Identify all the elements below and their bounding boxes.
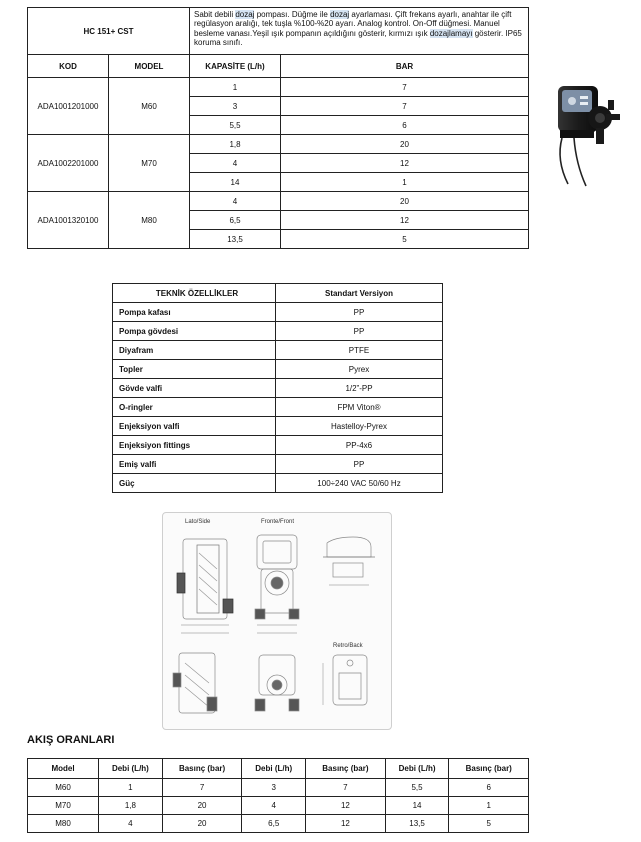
header-kapasite: KAPASİTE (L/h) [190, 55, 281, 78]
dimension-drawing [162, 512, 392, 730]
desc-part: gösterir. IP65 koruma sınıfı. [194, 28, 522, 47]
table-row [28, 815, 529, 833]
flow-cell: 12 [306, 815, 386, 833]
table-row [28, 78, 529, 97]
flow-rates-table [27, 758, 529, 833]
desc-part: Sabit debili [194, 10, 236, 19]
bar-cell: 6 [281, 116, 529, 135]
flow-header: Basınç (bar) [162, 759, 242, 779]
spec-value: FPM Viton® [276, 398, 443, 417]
product-table [27, 7, 529, 249]
spec-value: Hastelloy-Pyrex [276, 417, 443, 436]
desc-part: ayarlaması. Çift frekans ayarlı, anahtar ile çift regülasyon aralığı, tek tuşla %100-%20 ayarı. Analog kontrol. On-Off düğmesi. Manuel besleme vanası.Yeşil ışık pompanın açıldığını gösterir, kırmızı ışık [194, 10, 512, 38]
table-row [113, 379, 443, 398]
spec-value: PP-4x6 [276, 436, 443, 455]
spec-header-version: Standart Versiyon [276, 284, 443, 303]
flow-header: Basınç (bar) [449, 759, 529, 779]
table-row [113, 303, 443, 322]
bar-cell: 1 [281, 173, 529, 192]
flow-cell: 4 [242, 797, 306, 815]
spec-label: Topler [113, 360, 276, 379]
model-cell: M70 [109, 135, 190, 192]
flow-cell: 7 [162, 779, 242, 797]
drawing-label-front: Fronte/Front [261, 519, 295, 525]
bar-cell: 20 [281, 135, 529, 154]
spec-label: Pompa kafası [113, 303, 276, 322]
table-row [113, 341, 443, 360]
flow-header: Debi (L/h) [242, 759, 306, 779]
table-row [113, 360, 443, 379]
drawing-label-side: Lato/Side [185, 519, 211, 525]
capacity-cell: 5,5 [190, 116, 281, 135]
flow-header: Model [28, 759, 99, 779]
flow-cell: M80 [28, 815, 99, 833]
flow-cell: M60 [28, 779, 99, 797]
header-model: MODEL [109, 55, 190, 78]
flow-cell: 20 [162, 797, 242, 815]
spec-value: 100÷240 VAC 50/60 Hz [276, 474, 443, 493]
desc-highlight: dozaj [235, 10, 255, 19]
spec-label: Diyafram [113, 341, 276, 360]
spec-label: Pompa gövdesi [113, 322, 276, 341]
spec-header-label: TEKNİK ÖZELLİKLER [113, 284, 276, 303]
capacity-cell: 4 [190, 192, 281, 211]
drawing-label-back: Retro/Back [333, 643, 363, 649]
bar-cell: 20 [281, 192, 529, 211]
bar-cell: 7 [281, 78, 529, 97]
table-row [113, 474, 443, 493]
flow-header: Debi (L/h) [385, 759, 449, 779]
table-row [113, 436, 443, 455]
table-row [113, 398, 443, 417]
flow-cell: 14 [385, 797, 449, 815]
capacity-cell: 3 [190, 97, 281, 116]
table-row [113, 417, 443, 436]
spec-value: PP [276, 303, 443, 322]
flow-cell: 5 [449, 815, 529, 833]
flow-cell: 1 [449, 797, 529, 815]
bar-cell: 12 [281, 211, 529, 230]
flow-cell: 13,5 [385, 815, 449, 833]
table-row [113, 322, 443, 341]
flow-cell: 1,8 [99, 797, 163, 815]
spec-value: PTFE [276, 341, 443, 360]
flow-cell: 6 [449, 779, 529, 797]
capacity-cell: 14 [190, 173, 281, 192]
table-row [28, 135, 529, 154]
table-row [28, 779, 529, 797]
spec-label: Gövde valfi [113, 379, 276, 398]
product-title: HC 151+ CST [28, 8, 190, 55]
desc-highlight: dozajlamayı [429, 28, 473, 38]
bar-cell: 7 [281, 97, 529, 116]
spec-table [112, 283, 443, 493]
bar-cell: 12 [281, 154, 529, 173]
spec-label: Güç [113, 474, 276, 493]
flow-cell: 6,5 [242, 815, 306, 833]
flow-cell: 12 [306, 797, 386, 815]
capacity-cell: 6,5 [190, 211, 281, 230]
capacity-cell: 1 [190, 78, 281, 97]
table-row [28, 797, 529, 815]
capacity-cell: 1,8 [190, 135, 281, 154]
desc-part: pompası. Düğme ile [254, 10, 331, 19]
spec-value: 1/2”-PP [276, 379, 443, 398]
flow-cell: 1 [99, 779, 163, 797]
table-row [28, 192, 529, 211]
header-kod: KOD [28, 55, 109, 78]
flow-cell: M70 [28, 797, 99, 815]
flow-cell: 7 [306, 779, 386, 797]
kod-cell: ADA1002201000 [28, 135, 109, 192]
spec-label: Emiş valfi [113, 455, 276, 474]
spec-label: Enjeksiyon fittings [113, 436, 276, 455]
header-bar: BAR [281, 55, 529, 78]
desc-highlight: dozaj [330, 10, 350, 19]
pump-product-image [548, 80, 630, 190]
flow-cell: 4 [99, 815, 163, 833]
table-row [113, 455, 443, 474]
model-cell: M60 [109, 78, 190, 135]
kod-cell: ADA1001201000 [28, 78, 109, 135]
spec-value: PP [276, 455, 443, 474]
model-cell: M80 [109, 192, 190, 249]
capacity-cell: 4 [190, 154, 281, 173]
spec-label: Enjeksiyon valfi [113, 417, 276, 436]
capacity-cell: 13,5 [190, 230, 281, 249]
spec-value: Pyrex [276, 360, 443, 379]
kod-cell: ADA1001320100 [28, 192, 109, 249]
product-description [190, 8, 529, 55]
flow-header: Basınç (bar) [306, 759, 386, 779]
flow-cell: 5,5 [385, 779, 449, 797]
flow-cell: 3 [242, 779, 306, 797]
bar-cell: 5 [281, 230, 529, 249]
technical-drawing-lines [163, 513, 391, 729]
spec-value: PP [276, 322, 443, 341]
flow-cell: 20 [162, 815, 242, 833]
flow-header: Debi (L/h) [99, 759, 163, 779]
flow-rates-heading: AKIŞ ORANLARI [27, 734, 115, 746]
spec-label: O-ringler [113, 398, 276, 417]
